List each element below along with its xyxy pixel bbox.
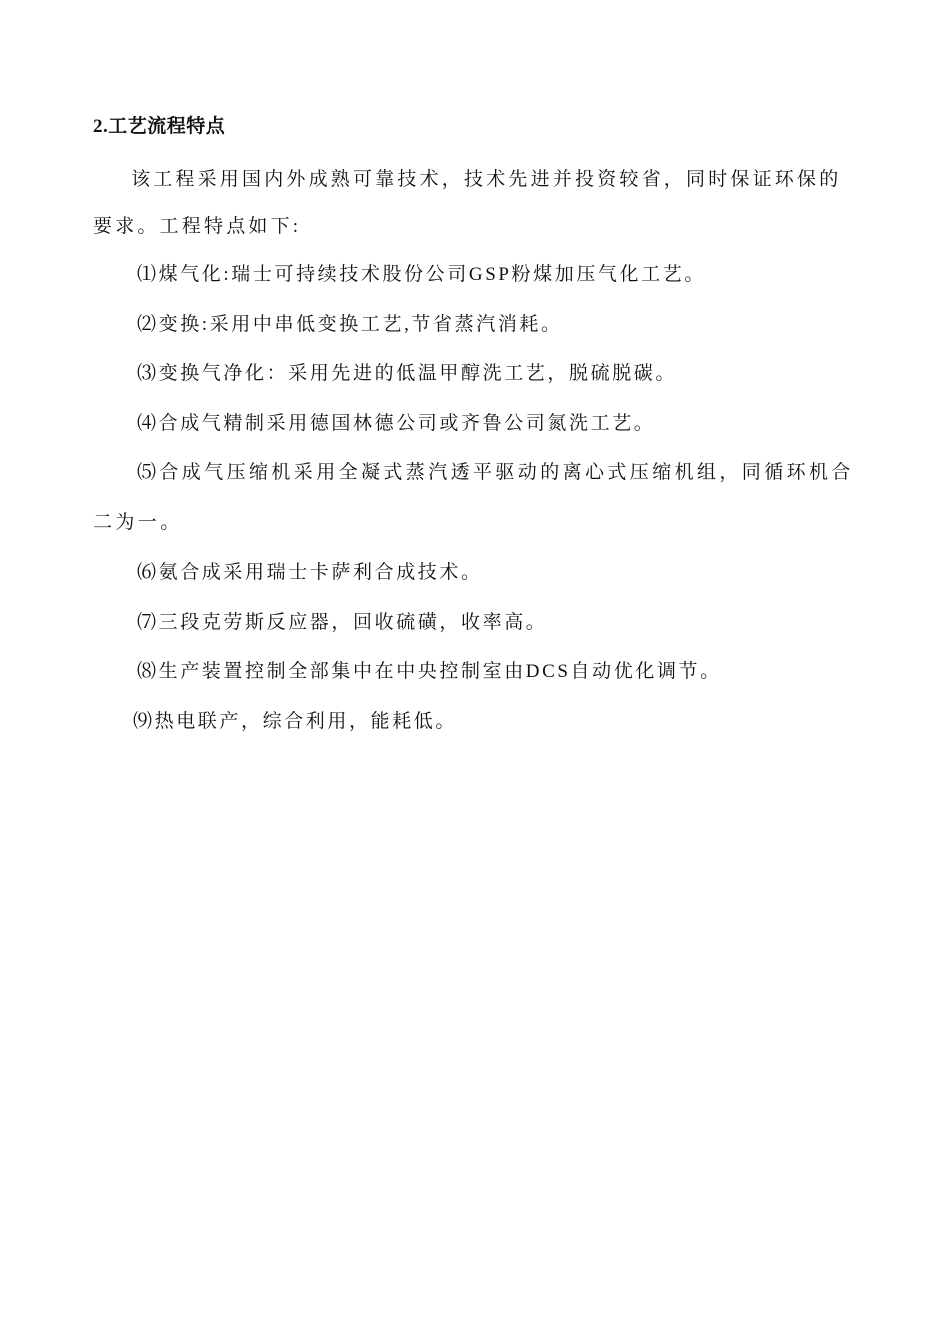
list-item-3: ⑶变换气净化：采用先进的低温甲醇洗工艺，脱硫脱碳。 bbox=[137, 363, 678, 384]
list-item-2: ⑵变换:采用中串低变换工艺,节省蒸汽消耗。 bbox=[137, 313, 563, 335]
list-item-4: ⑷合成气精制采用德国林德公司或齐鲁公司氮洗工艺。 bbox=[137, 412, 656, 434]
intro-paragraph: 该工程采用国内外成熟可靠技术，技术先进并投资较省，同时保证环保的要求。工程特点如下: bbox=[93, 169, 842, 237]
list-item-6: ⑹氨合成采用瑞士卡萨利合成技术。 bbox=[137, 562, 483, 583]
list-item-9: ⑼热电联产，综合利用，能耗低。 bbox=[133, 710, 458, 732]
list-item-1: ⑴煤气化:瑞士可持续技术股份公司GSP粉煤加压气化工艺。 bbox=[137, 264, 706, 285]
list-item-7: ⑺三段克劳斯反应器，回收硫磺，收率高。 bbox=[137, 611, 548, 633]
list-item-8: ⑻生产装置控制全部集中在中央控制室由DCS自动优化调节。 bbox=[137, 661, 722, 682]
section-heading: 2.工艺流程特点 bbox=[93, 116, 226, 137]
list-item-5: ⑸合成气压缩机采用全凝式蒸汽透平驱动的离心式压缩机组，同循环机合二为一。 bbox=[93, 462, 854, 533]
document-body bbox=[93, 112, 863, 746]
